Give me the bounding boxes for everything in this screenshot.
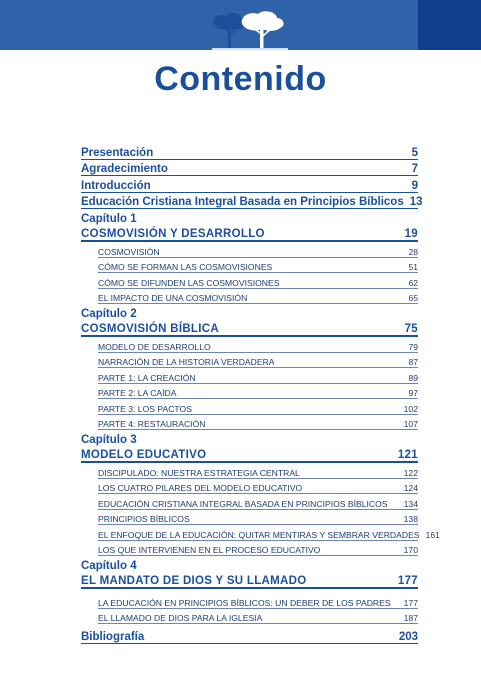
toc-subentry-page: 124 [403,483,418,493]
toc-subentry[interactable] [98,242,418,258]
chapter-page: 19 [404,228,418,240]
toc-subentry-label: PARTE 1: LA CREACIÓN [98,372,196,383]
toc-subentry[interactable] [98,510,418,526]
toc-entry-bibliografia[interactable] [81,627,418,644]
toc-subentry-page: 28 [408,246,418,257]
toc-subentry-label: COSMOVISIÓN [98,246,160,257]
toc-subentry-page: 161 [425,529,440,540]
toc-subentry[interactable] [98,289,418,305]
toc-subentry[interactable] [98,384,418,400]
chapter-3-label [81,430,418,446]
chapter-page: 75 [404,323,418,335]
chapter-label: Capítulo 1 [81,213,137,225]
toc-subentry-label: EL ENFOQUE DE LA EDUCACIÓN: QUITAR MENTIRAS Y SEMBRAR VERDADES [98,529,420,540]
chapter-title: MODELO EDUCATIVO [81,449,207,461]
chapter-title: COSMOVISIÓN Y DESARROLLO [81,228,265,240]
toc-subentry[interactable] [98,258,418,274]
chapter-label: Capítulo 3 [81,434,137,446]
toc-subentry-page: 187 [403,613,418,623]
toc-subentry-label: CÓMO SE DIFUNDEN LAS COSMOVISIONES [98,277,280,288]
toc-subentry-label: LA EDUCACIÓN EN PRINCIPIOS BÍBLICOS: UN DEBER DE LOS PADRES [98,597,391,608]
toc-subentry-page: 138 [403,514,418,524]
toc-subentry[interactable] [98,609,418,625]
toc-subentry-label: PARTE 3: LOS PACTOS [98,403,192,414]
toc-entry-agradecimiento[interactable] [81,160,418,177]
toc-subentry-page: 107 [403,419,418,429]
toc-subentry[interactable] [98,463,418,479]
toc-entry-label: Bibliografía [81,630,145,643]
toc-subentry-label: LOS QUE INTERVIENEN EN EL PROCESO EDUCATIVO [98,545,321,555]
toc-subentry[interactable] [98,399,418,415]
toc-entry-label: Agradecimiento [81,163,168,175]
chapter-page: 177 [397,575,418,587]
toc-subentry-label: PARTE 2: LA CAÍDA [98,388,177,398]
toc-subentry[interactable] [98,479,418,495]
toc-entry-page: 7 [411,163,418,175]
toc-subentry-page: 102 [403,403,418,414]
toc-subentry-label: PRINCIPIOS BÍBLICOS [98,514,190,524]
toc-entry-page: 203 [398,630,418,643]
toc-subentry-page: 62 [408,277,418,288]
toc-subentry[interactable] [98,337,418,353]
toc-entry-presentacion[interactable] [81,143,418,160]
toc-subentry-page: 122 [403,467,418,478]
toc-entry-label: Presentación [81,146,154,159]
toc-subentry-page: 65 [408,293,418,303]
toc-entry-page: 5 [411,146,418,159]
toc-subentry[interactable] [98,368,418,384]
chapter-2-label [81,304,418,320]
toc-subentry[interactable] [98,273,418,289]
toc-subentry-label: EL IMPACTO DE UNA COSMOVISIÓN [98,293,248,303]
toc-subentry-label: PARTE 4: RESTAURACIÓN [98,419,206,429]
chapter-label: Capítulo 2 [81,308,137,320]
toc-entry-educacion[interactable] [81,193,423,210]
table-of-contents [81,143,440,644]
toc-subentry-label: DISCIPULADO: NUESTRA ESTRATEGIA CENTRAL [98,467,300,478]
toc-subentry[interactable] [98,525,440,541]
toc-subentry-page: 97 [408,388,418,398]
chapter-4-title-entry[interactable] [81,572,418,589]
chapter-page: 121 [397,449,418,461]
toc-subentry-label: EL LLAMADO DE DIOS PARA LA IGLESIA [98,613,263,623]
toc-entry-label: Introducción [81,179,151,192]
toc-subentry-label: EDUCACIÓN CRISTIANA INTEGRAL BASADA EN PRINCIPIOS BÍBLICOS [98,498,388,509]
toc-subentry-page: 89 [408,372,418,383]
toc-subentry-label: LOS CUATRO PILARES DEL MODELO EDUCATIVO [98,483,303,493]
chapter-1-title-entry[interactable] [81,225,418,242]
toc-subentry-page: 177 [403,597,418,608]
toc-subentry-page: 79 [408,341,418,352]
toc-subentry-label: CÓMO SE FORMAN LAS COSMOVISIONES [98,262,273,272]
chapter-2-title-entry[interactable] [81,320,418,337]
toc-entry-page: 9 [411,179,418,192]
chapter-label: Capítulo 4 [81,560,137,572]
toc-entry-introduccion[interactable] [81,176,418,193]
toc-entry-page: 13 [409,196,423,208]
toc-subentry[interactable] [98,593,418,609]
toc-subentry-page: 87 [408,357,418,367]
page-title: Contenido [154,60,327,98]
toc-subentry-label: NARRACIÓN DE LA HISTORIA VERDADERA [98,357,275,367]
chapter-title: COSMOVISIÓN BÍBLICA [81,323,219,335]
toc-subentry[interactable] [98,494,418,510]
chapter-3-title-entry[interactable] [81,446,418,463]
header-corner-block [418,0,481,50]
header-band [0,0,481,50]
toc-subentry[interactable] [98,415,418,431]
toc-subentry-page: 134 [403,498,418,509]
trees-logo-icon [210,10,290,52]
toc-subentry-page: 51 [408,262,418,272]
toc-subentry[interactable] [98,353,418,369]
toc-subentry[interactable] [98,541,418,557]
chapter-4-label [81,556,418,572]
chapter-title: EL MANDATO DE DIOS Y SU LLAMADO [81,575,307,587]
toc-subentry-label: MODELO DE DESARROLLO [98,341,211,352]
toc-subentry-page: 170 [403,545,418,555]
chapter-1-label [81,209,418,225]
toc-entry-label: Educación Cristiana Integral Basada en Principios Bíblicos [81,196,404,208]
